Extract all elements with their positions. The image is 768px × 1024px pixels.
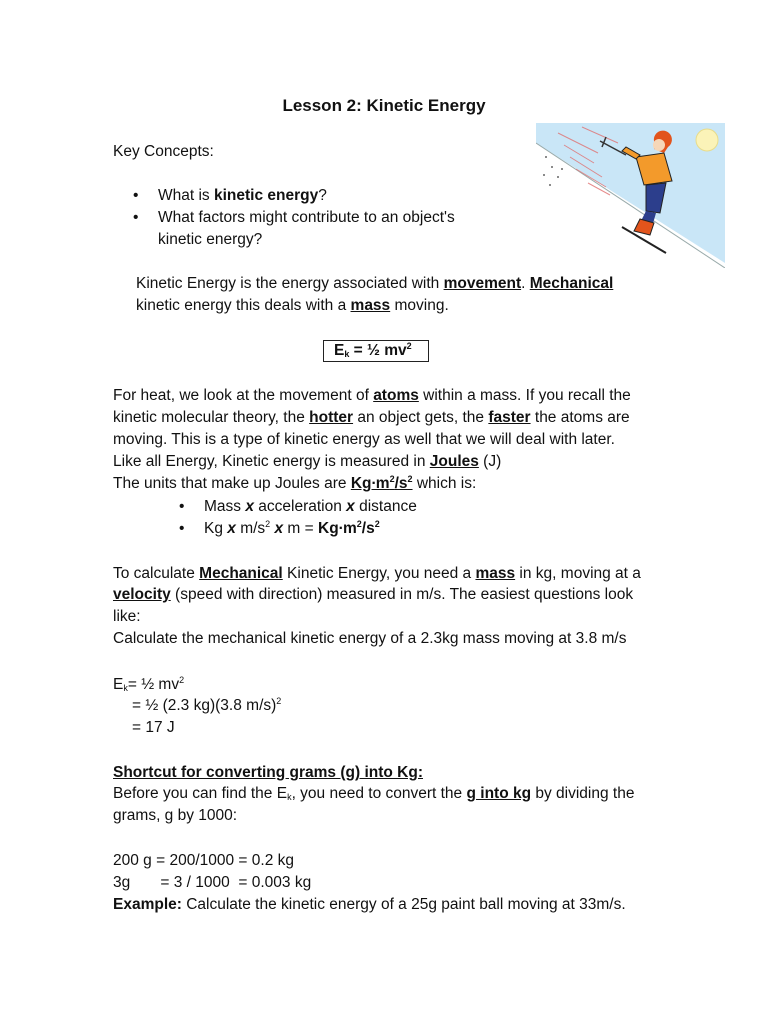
bullet-factors: • What factors might contribute to an object's	[158, 207, 455, 229]
shortcut-heading: Shortcut for converting grams (g) into Kg:	[113, 764, 423, 781]
worked-line3: = 17 J	[132, 719, 175, 736]
kinetic-energy-formula: $E_k$ = ½ $mv^2$	[323, 340, 429, 362]
shortcut-line1: Before you can find the $E_k$, you need to convert the g into kg by dividing the	[113, 785, 635, 802]
definition-line1: Kinetic Energy is the energy associated with movement. Mechanical	[136, 275, 614, 292]
heat-line3: moving. This is a type of kinetic energy as well that we will deal with later.	[113, 431, 615, 448]
heat-line1: For heat, we look at the movement of atoms within a mass. If you recall the	[113, 387, 631, 404]
calc-line2: velocity (speed with direction) measured in m/s. The easiest questions look	[113, 586, 634, 603]
calc-line3: like:	[113, 608, 141, 625]
units-line: The units that make up Joules are $Kg\cdot m^2/s^2$ which is:	[113, 474, 477, 492]
example-line: Example: Calculate the kinetic energy of a 25g paint ball moving at 33m/s.	[113, 896, 626, 913]
bullet-factors-line2: kinetic energy?	[158, 231, 263, 248]
calc-line1: To calculate Mechanical Kinetic Energy, you need a mass in kg, moving at a	[113, 565, 641, 582]
conversion-2: 3g = 3 / 1000 = 0.003 kg	[113, 874, 312, 891]
conversion-1: 200 g = 200/1000 = 0.2 kg	[113, 852, 294, 869]
heat-line4: Like all Energy, Kinetic energy is measured in Joules (J)	[113, 453, 502, 470]
bullet-kinetic-energy: • What is kinetic energy?	[158, 185, 327, 207]
units-bullet-2: • Kg x $m/s^2$ x $m = Kg\cdot m^2/s^2$	[204, 518, 380, 540]
worked-line1: $E_k=$ ½ $mv^2$	[113, 675, 185, 693]
skier-illustration	[536, 123, 725, 268]
definition-line2: kinetic energy this deals with a mass moving.	[136, 297, 449, 314]
worked-line2: = ½ (2.3 kg)(3.8 m/s)$^2$	[132, 696, 282, 714]
shortcut-line2: grams, g by 1000:	[113, 807, 238, 824]
page-title: Lesson 2: Kinetic Energy	[282, 96, 486, 115]
heat-line2: kinetic molecular theory, the hotter an object gets, the faster the atoms are	[113, 409, 630, 426]
sun-icon	[696, 129, 718, 151]
units-bullet-1: • Mass x acceleration x distance	[204, 496, 417, 518]
calc-question: Calculate the mechanical kinetic energy of a 2.3kg mass moving at 3.8 m/s	[113, 630, 627, 647]
key-concepts-heading: Key Concepts:	[113, 143, 214, 160]
